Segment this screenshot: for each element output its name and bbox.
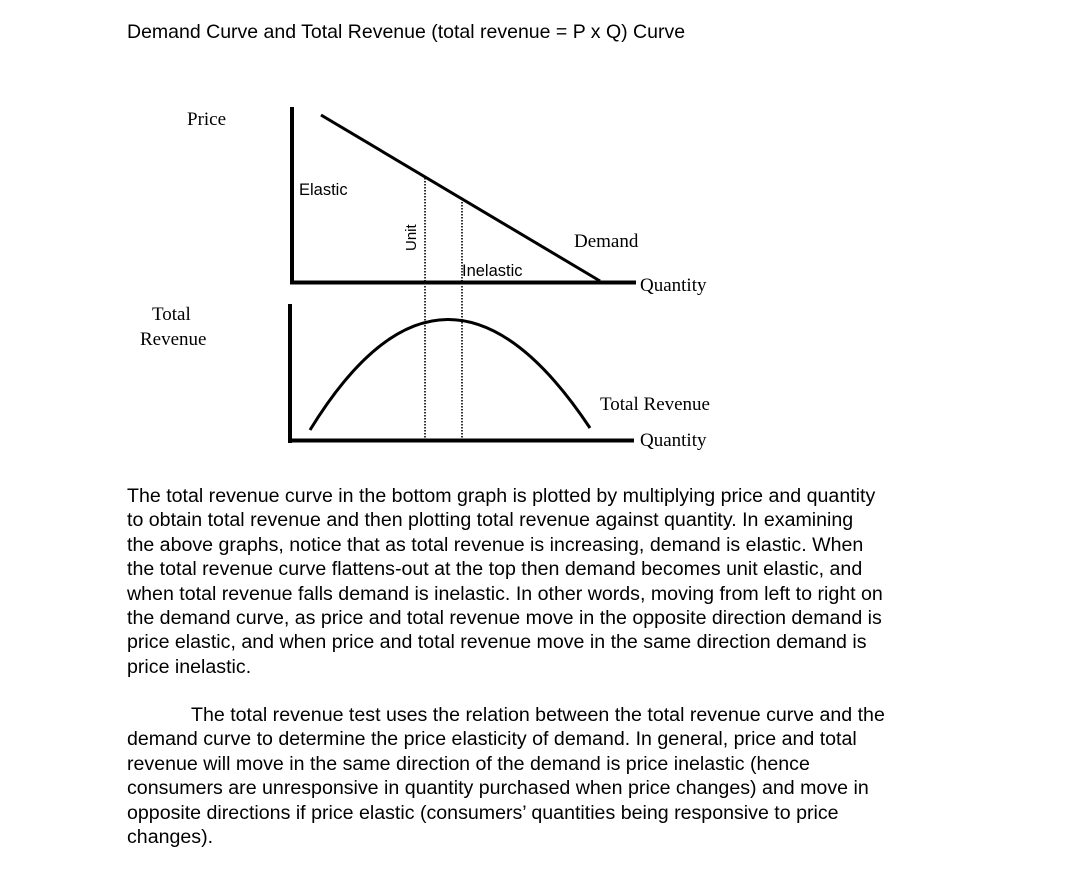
paragraph-line: The total revenue test uses the relation between the total revenue curve and the bbox=[191, 704, 885, 726]
paragraph-line: when total revenue falls demand is inelastic. In other words, moving from left to right on bbox=[127, 582, 883, 605]
paragraph-line: revenue will move in the same direction of the demand is price inelastic (hence bbox=[127, 752, 810, 775]
demand-label: Demand bbox=[574, 231, 639, 252]
paragraph-line: The total revenue curve in the bottom graph is plotted by multiplying price and quantity bbox=[127, 485, 876, 507]
total-revenue-axis-label-line1: Total bbox=[152, 304, 191, 325]
paragraph-line: changes). bbox=[127, 826, 214, 849]
page-title: Demand Curve and Total Revenue (total revenue = P x Q) Curve bbox=[127, 21, 686, 43]
paragraph-line: price inelastic. bbox=[127, 655, 252, 678]
total-revenue-curve-label: Total Revenue bbox=[600, 394, 710, 415]
price-axis-label: Price bbox=[187, 109, 227, 130]
inelastic-label: Inelastic bbox=[462, 262, 523, 280]
paragraph-line: to obtain total revenue and then plotting total revenue against quantity. In examining bbox=[127, 509, 854, 532]
demand-curve bbox=[321, 115, 600, 281]
total-revenue-axis-label-line2: Revenue bbox=[140, 329, 207, 350]
paragraph-line: price elastic, and when price and total revenue move in the same direction demand is bbox=[127, 631, 867, 654]
total-revenue-curve bbox=[310, 319, 590, 430]
paragraph-line: demand curve to determine the price elasticity of demand. In general, price and total bbox=[127, 728, 857, 751]
elastic-label: Elastic bbox=[299, 181, 348, 199]
paragraph-line: the total revenue curve flattens-out at the top then demand becomes unit elastic, and bbox=[127, 558, 863, 581]
explanation-paragraph bbox=[127, 484, 967, 679]
total-revenue-test-paragraph bbox=[127, 703, 967, 849]
unit-label: Unit bbox=[403, 224, 420, 251]
paragraph-line: the demand curve, as price and total revenue move in the opposite direction demand is bbox=[127, 607, 882, 630]
paragraph-line: consumers are unresponsive in quantity purchased when price changes) and move in bbox=[127, 777, 869, 800]
paragraph-line: opposite directions if price elastic (consumers’ quantities being responsive to price bbox=[127, 801, 839, 824]
quantity-label-bottom: Quantity bbox=[640, 430, 707, 451]
paragraph-line: the above graphs, notice that as total revenue is increasing, demand is elastic. When bbox=[127, 533, 864, 556]
quantity-label-top: Quantity bbox=[640, 275, 707, 296]
